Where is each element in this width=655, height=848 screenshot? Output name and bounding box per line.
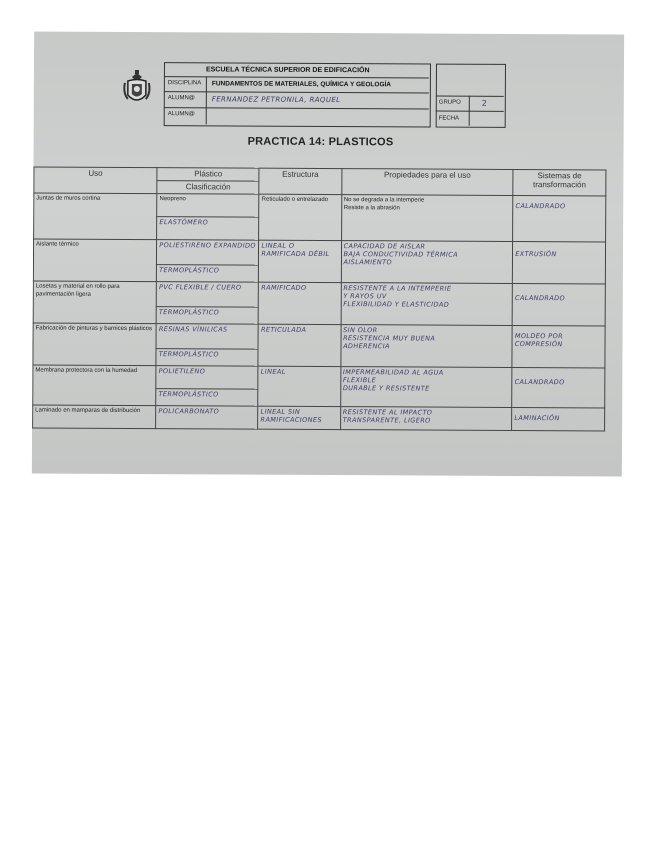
header-sistemas: Sistemas de transformación — [513, 169, 606, 195]
table-row — [34, 193, 606, 219]
table-row — [33, 405, 605, 431]
header-plastico: Plástico — [157, 168, 259, 182]
cell-clasificacion: TERMOPLÁSTICO — [156, 307, 258, 325]
cell-plastico: Neopreno — [157, 194, 259, 218]
cell-estructura: RETICULADA — [258, 324, 340, 366]
cell-clasificacion: TERMOPLÁSTICO — [156, 389, 258, 407]
header-clasificacion: Clasificación — [157, 181, 259, 195]
document-photo — [32, 31, 624, 476]
alumno-label-2: ALUMN@ — [167, 111, 195, 118]
table-row — [33, 365, 605, 391]
cell-uso: Aislante térmico — [33, 239, 156, 282]
cell-sistemas: LAMINACIÓN — [512, 407, 605, 430]
cell-sistemas: CALANDRADO — [512, 283, 605, 325]
cell-sistemas: EXTRUSIÓN — [513, 241, 606, 283]
header-propiedades: Propiedades para el uso — [341, 169, 513, 196]
cell-propiedades: IMPERMEABILIDAD AL AGUA FLEXIBLE DURABLE Y RESISTENTE — [340, 367, 512, 408]
table-row — [33, 239, 605, 267]
cell-propiedades: No se degrada a la intemperie Resiste a la abrasión — [341, 195, 513, 242]
cell-sistemas: CALANDRADO — [513, 195, 606, 241]
cell-clasificacion: TERMOPLÁSTICO — [156, 349, 258, 367]
alumno-value-1: FERNANDEZ PETRONILA, RAQUEL — [211, 95, 341, 105]
cell-uso: Fabricación de pinturas y barnices plásticos — [33, 323, 156, 366]
cell-uso: Membrana protectora con la humedad — [33, 365, 156, 406]
cell-uso: Juntas de muros cortina — [34, 193, 157, 240]
cell-estructura: LINEAL — [258, 366, 340, 406]
header-uso: Uso — [34, 167, 157, 194]
cell-plastico: PVC FLEXIBLE / CUERO — [156, 282, 258, 308]
cell-plastico: POLIETILENO — [156, 366, 258, 390]
cell-plastico: POLICARBONATO — [156, 406, 258, 430]
school-crest-icon — [122, 69, 152, 109]
cell-estructura: LINEAL O RAMIFICADA DÉBIL — [259, 240, 341, 282]
cell-estructura: RAMIFICADO — [259, 282, 341, 324]
cell-uso: Laminado en mamparas de distribución — [33, 405, 156, 429]
table-header-row — [34, 167, 606, 183]
cell-estructura: LINEAL SIN RAMIFICACIONES — [258, 406, 340, 429]
grupo-vline — [469, 96, 470, 126]
cell-sistemas: MOLDEO POR COMPRESIÓN — [512, 325, 605, 367]
cell-clasificacion: TERMOPLÁSTICO — [157, 265, 259, 283]
fecha-label: FECHA — [438, 115, 460, 122]
cell-propiedades: RESISTENTE AL IMPACTO TRANSPARENTE, LIGERO — [340, 407, 512, 431]
cell-estructura: Reticulado o entrelazado — [259, 194, 341, 240]
cell-propiedades: CAPACIDAD DE AISLAR BAJA CONDUCTIVIDAD TÉRMICA AISLAMIENTO — [341, 241, 513, 284]
cell-propiedades: SIN OLOR RESISTENCIA MUY BUENA ADHERENCIA — [340, 325, 512, 368]
grupo-value: 2 — [481, 98, 488, 108]
cell-plastico: POLIESTIRENO EXPANDIDO — [157, 240, 259, 266]
cell-uso: Losetas y material en rollo para pavimentación ligera — [33, 281, 156, 324]
cell-clasificacion: ELASTÓMERO — [157, 217, 259, 241]
disciplina-value: FUNDAMENTOS DE MATERIALES, QUÍMICA Y GEOLOGÍA — [211, 80, 392, 89]
disciplina-label: DISCIPLINA — [167, 80, 202, 87]
cell-sistemas: CALANDRADO — [512, 367, 605, 407]
grupo-label: GRUPO — [438, 99, 461, 106]
table-row — [33, 323, 605, 351]
table-row — [33, 281, 605, 309]
cell-plastico: RESINAS VÍNILICAS — [156, 324, 258, 350]
school-name: ESCUELA TÉCNICA SUPERIOR DE EDIFICACIÓN — [205, 66, 370, 75]
page-title: PRACTICA 14: PLASTICOS — [247, 135, 394, 149]
header-estructura: Estructura — [259, 168, 341, 194]
cell-propiedades: RESISTENTE A LA INTEMPERIE Y RAYOS UV FLEXIBILIDAD Y ELASTICIDAD — [341, 283, 513, 326]
alumno-label-1: ALUMN@ — [167, 95, 195, 102]
practice-table — [32, 166, 606, 431]
